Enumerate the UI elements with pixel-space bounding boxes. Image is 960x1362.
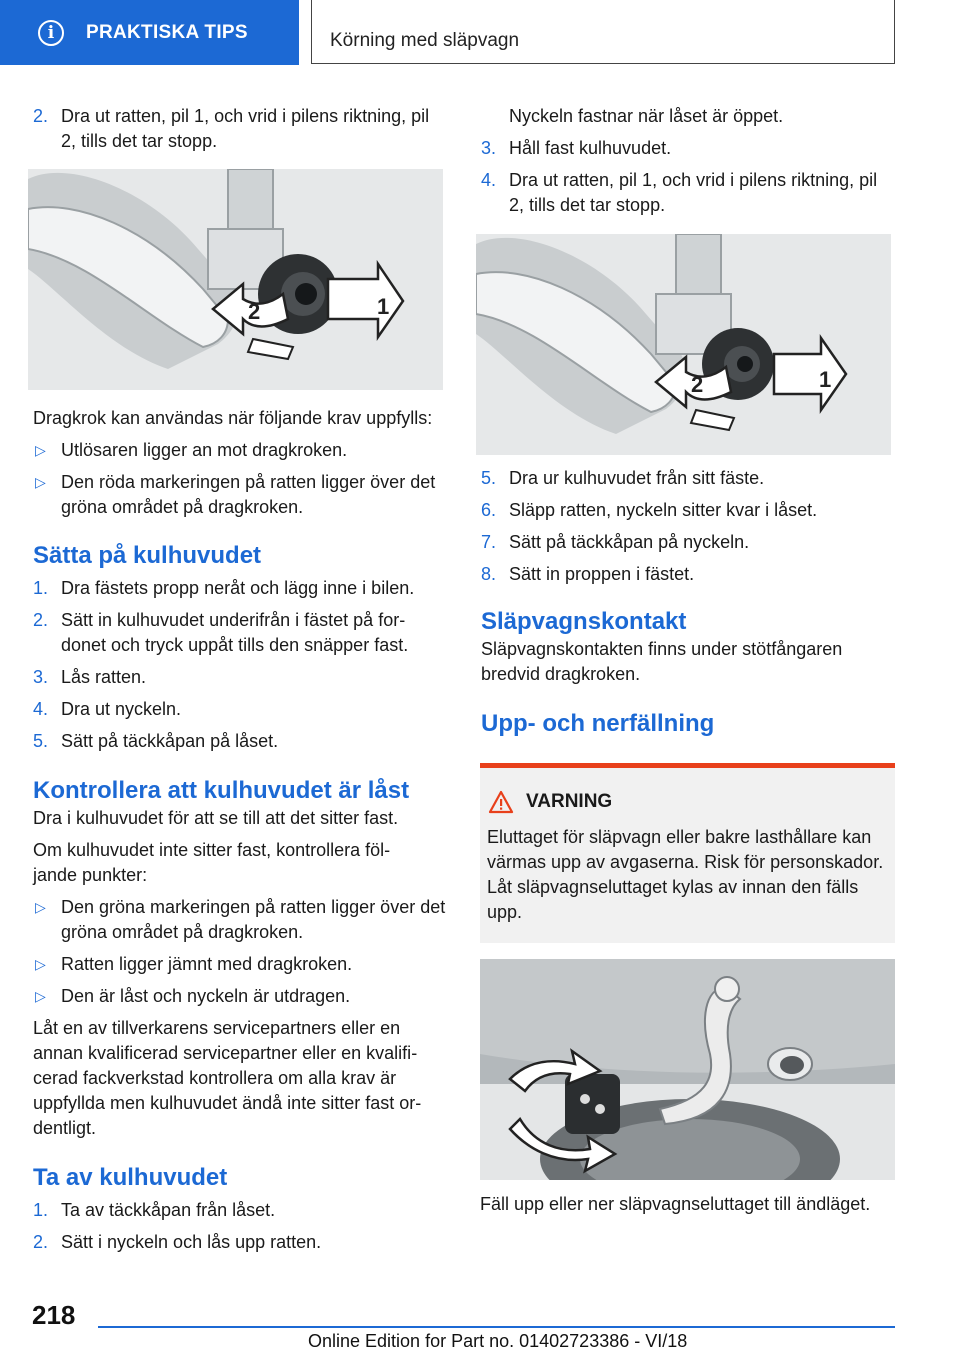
warning-triangle-icon: [488, 790, 514, 814]
arrow-1-label: 1: [819, 367, 832, 392]
arrow-2-label: 2: [691, 372, 704, 397]
step-text: Lås ratten.: [61, 667, 147, 687]
step-number: 5.: [33, 731, 49, 751]
arrow-2-label: 2: [248, 299, 261, 324]
arrow-1-label: 1: [377, 294, 390, 319]
step-text: Dra ut ratten, pil 1, och vrid i pilens riktning, pil 2, tills det tar stopp.: [509, 170, 878, 215]
triangle-right-icon: ▷: [35, 442, 46, 458]
figure-caption: Fäll upp eller ner släpvagnseluttaget till ändläget.: [480, 1194, 871, 1214]
section-tab: [0, 0, 299, 65]
warning-box: [480, 763, 895, 943]
step-number: 6.: [481, 500, 497, 520]
bullet-text: Den röda markeringen på ratten ligger över det gröna området på dragkroken.: [61, 472, 436, 517]
list-item: [33, 729, 453, 754]
heading-check: Kontrollera att kulhuvudet är låst: [33, 777, 410, 804]
list-item: [33, 895, 453, 945]
triangle-right-icon: ▷: [35, 899, 46, 915]
page-number: 218: [32, 1300, 76, 1330]
step-number: 4.: [33, 699, 49, 719]
step-text: Sätt in proppen i fästet.: [509, 564, 695, 584]
step-number: 2.: [33, 610, 49, 630]
figure-turn-knob-right: [476, 234, 891, 455]
bullet-text: Den är låst och nyckeln är utdragen.: [61, 986, 351, 1006]
list-item: [33, 1230, 453, 1255]
list-item: [481, 562, 893, 587]
check-paragraph-1: Dra i kulhuvudet för att se till att det sitter fast.: [33, 808, 399, 828]
step-number: 5.: [481, 468, 497, 488]
list-item: [33, 1198, 453, 1223]
requirements-section: [33, 406, 453, 1255]
step-number: 7.: [481, 532, 497, 552]
step-text: Håll fast kulhuvudet.: [509, 138, 672, 158]
step-text: Dra fästets propp neråt och lägg inne i bilen.: [61, 578, 415, 598]
info-icon: i: [38, 20, 64, 46]
step-text: Sätt på täckkåpan på låset.: [61, 731, 279, 751]
step-number: 1.: [33, 578, 49, 598]
list-item: [33, 608, 441, 658]
step-number: 3.: [33, 667, 49, 687]
step-text: Sätt i nyckeln och lås upp ratten.: [61, 1232, 322, 1252]
continued-text: Nyckeln fastnar när låset är öppet.: [509, 106, 784, 126]
list-item: [33, 665, 453, 690]
right-column-bottom: [481, 466, 893, 739]
list-item: [481, 136, 893, 161]
bullet-text: Utlösaren ligger an mot dragkroken.: [61, 440, 348, 460]
step-text: Sätt in kulhuvudet underifrån i fästet på fordonet och tryck uppåt tills den snäpper fast.: [61, 610, 409, 655]
footer-divider: [98, 1326, 895, 1328]
list-item: [33, 470, 453, 520]
requirements-intro: Dragkrok kan användas när följande krav uppfylls:: [33, 408, 433, 428]
step-number: 2.: [33, 106, 49, 126]
step-text: Dra ur kulhuvudet från sitt fäste.: [509, 468, 765, 488]
list-item: [481, 498, 893, 523]
step-number: 8.: [481, 564, 497, 584]
triangle-right-icon: ▷: [35, 988, 46, 1004]
list-item: [33, 438, 453, 463]
list-item: [33, 697, 453, 722]
step-number: 4.: [481, 170, 497, 190]
list-item: [481, 168, 894, 218]
step-text: Ta av täckkåpan från låset.: [61, 1200, 276, 1220]
heading-fold: Upp- och nerfällning: [481, 710, 715, 737]
bullet-text: Ratten ligger jämnt med dragkroken.: [61, 954, 353, 974]
heading-mount: Sätta på kulhuvudet: [33, 542, 262, 569]
heading-socket: Släpvagnskontakt: [481, 608, 687, 635]
section-tab-label: PRAKTISKA TIPS: [86, 21, 248, 43]
chapter-title: Körning med släpvagn: [330, 30, 520, 51]
list-item: [33, 576, 453, 601]
chapter-header: [311, 0, 895, 64]
step-number: 3.: [481, 138, 497, 158]
step-text: Sätt på täckkåpan på nyckeln.: [509, 532, 750, 552]
bullet-text: Den gröna markeringen på ratten ligger över det gröna området på dragkroken.: [61, 897, 446, 942]
list-item: [33, 952, 453, 977]
triangle-right-icon: ▷: [35, 956, 46, 972]
check-paragraph-3: Låt en av tillverkarens servicepartners eller en annan kvalificerad servicepartner eller en kvalificerad fackverkstad kontrollera om alla krav är uppfyllda men kulhuvudet ändå inte sitter fast ordentligt.: [33, 1018, 422, 1138]
list-item: [33, 104, 448, 154]
warning-text: Eluttaget för släpvagn eller bakre lasthållare kan värmas upp av avgaserna. Risk för personskador. Låt släpvagnseluttaget kylas av innan den fälls upp.: [487, 827, 884, 922]
triangle-right-icon: ▷: [35, 474, 46, 490]
socket-paragraph: Släpvagnskontakten finns under stötfångaren bredvid dragkroken.: [481, 639, 843, 684]
warning-title: VARNING: [526, 791, 613, 812]
figure-turn-knob-left: [28, 169, 443, 390]
figure-trailer-socket: [480, 959, 895, 1180]
list-item: [481, 530, 893, 555]
list-item: [33, 984, 453, 1009]
step-text: Släpp ratten, nyckeln sitter kvar i låset.: [509, 500, 818, 520]
left-column: [33, 104, 448, 154]
step-text: Dra ut ratten, pil 1, och vrid i pilens riktning, pil 2, tills det tar stopp.: [61, 106, 430, 151]
right-column-top: [481, 104, 893, 218]
check-paragraph-2: Om kulhuvudet inte sitter fast, kontrollera följande punkter:: [33, 840, 391, 885]
heading-remove: Ta av kulhuvudet: [33, 1164, 228, 1191]
footer-edition: Online Edition for Part no. 01402723386 - VI/18: [308, 1331, 688, 1351]
step-number: 1.: [33, 1200, 49, 1220]
step-number: 2.: [33, 1232, 49, 1252]
step-text: Dra ut nyckeln.: [61, 699, 182, 719]
list-item: [481, 466, 893, 491]
